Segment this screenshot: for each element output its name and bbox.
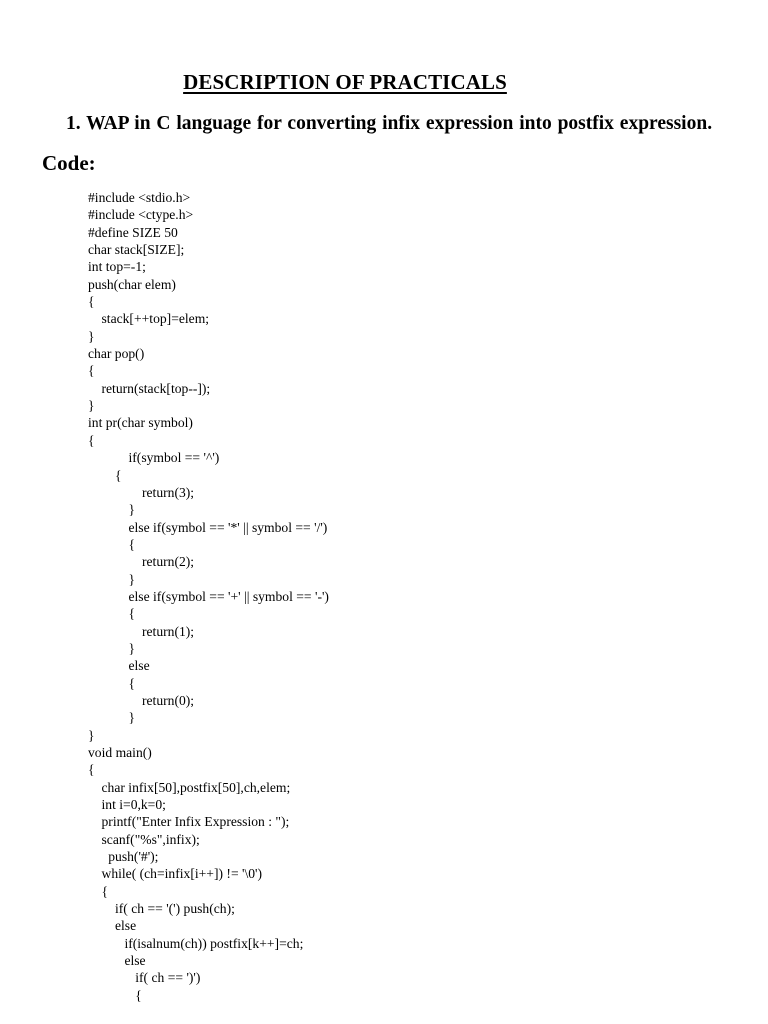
code-line: }: [128, 502, 136, 518]
code-line: {: [101, 883, 109, 899]
code-line: char stack[SIZE];: [88, 242, 185, 258]
code-line: return(0);: [142, 692, 195, 708]
code-line: {: [128, 675, 136, 691]
code-line: }: [88, 398, 95, 414]
code-line: else: [128, 658, 150, 674]
code-line: {: [88, 363, 95, 379]
code-line: int i=0,k=0;: [101, 797, 166, 813]
code-line: return(1);: [142, 623, 195, 639]
code-line: scanf("%s",infix);: [101, 831, 200, 847]
code-line: while( (ch=infix[i++]) != '\0'): [101, 866, 263, 882]
code-line: {: [135, 987, 142, 1003]
code-line: else: [124, 953, 146, 969]
code-line: {: [88, 432, 95, 448]
code-line: else if(symbol == '+' || symbol == '-'): [128, 588, 329, 604]
code-line: {: [128, 536, 136, 552]
code-line: }: [128, 571, 136, 587]
code-line: }: [88, 328, 95, 344]
code-line: {: [128, 606, 136, 622]
code-line: else if(symbol == '*' || symbol == '/'): [128, 519, 328, 535]
code-block: [88, 189, 329, 1004]
code-line: if( ch == ')'): [135, 970, 201, 986]
code-line: return(2);: [142, 554, 195, 570]
code-line: }: [88, 727, 95, 743]
code-line: stack[++top]=elem;: [101, 311, 210, 327]
page-title: DESCRIPTION OF PRACTICALS: [183, 70, 507, 94]
code-line: return(3);: [142, 484, 195, 500]
code-line: #define SIZE 50: [88, 224, 178, 240]
code-line: int pr(char symbol): [88, 415, 193, 431]
code-line: return(stack[top--]);: [101, 380, 211, 396]
code-line: #include <ctype.h>: [88, 207, 194, 223]
code-line: if(isalnum(ch)) postfix[k++]=ch;: [124, 935, 304, 951]
code-line: void main(): [88, 745, 152, 760]
code-line: }: [128, 640, 136, 656]
code-line: {: [88, 762, 95, 778]
code-line: }: [128, 710, 136, 726]
code-line: char infix[50],postfix[50],ch,elem;: [101, 779, 291, 795]
code-line: int top=-1;: [88, 259, 146, 275]
code-line: char pop(): [88, 346, 145, 362]
code-line: printf("Enter Infix Expression : ");: [101, 814, 290, 830]
code-line: #include <stdio.h>: [88, 190, 191, 205]
code-line: if(symbol == '^'): [128, 450, 220, 466]
code-line: push(char elem): [88, 276, 176, 292]
question-heading: 1. WAP in C language for converting infix expression into postfix expression.: [66, 113, 713, 134]
code-line: else: [115, 918, 137, 934]
code-line: if( ch == '(') push(ch);: [115, 901, 235, 917]
code-heading: Code:: [42, 151, 96, 175]
code-line: {: [115, 467, 122, 483]
code-line: {: [88, 294, 95, 310]
code-line: push('#');: [108, 849, 159, 865]
